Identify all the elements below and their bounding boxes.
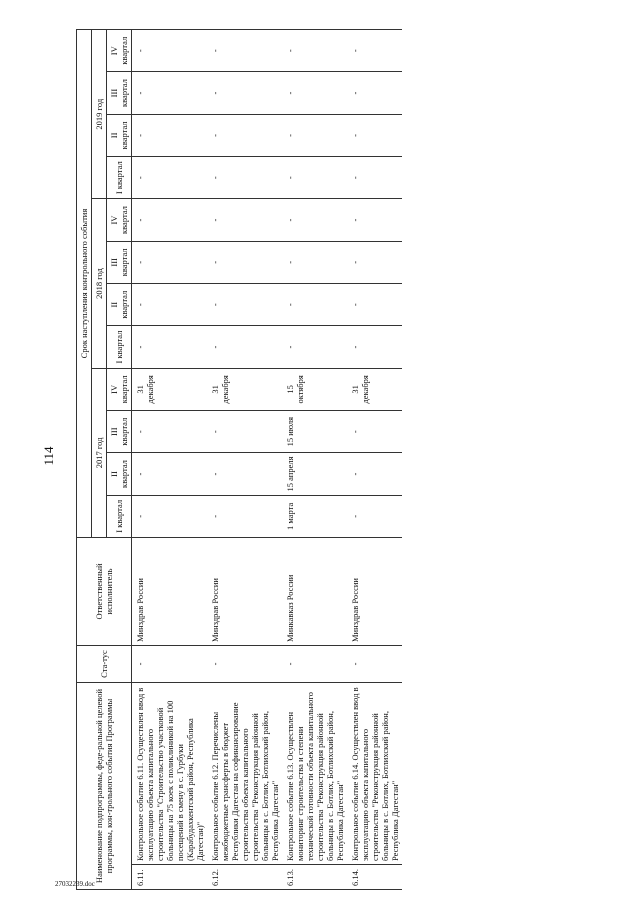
header-year-2019: 2019 год [92,30,107,199]
header-name: Наименование подпрограммы, феде-ральной целевой программы, кон-трольного события Программы [77,683,132,890]
table-row [347,30,402,890]
cell-2018-q1: - [282,326,347,368]
cell-2017-q2: - [207,453,282,495]
row-executor: Минкавказ России [282,538,347,646]
row-executor: Минздрав России [207,538,282,646]
cell-2017-q2: - [347,453,402,495]
cell-2019-q3: - [132,72,208,114]
cell-2018-q4: - [282,199,347,241]
table-row [207,30,282,890]
cell-2017-q1: - [347,495,402,537]
header-year-2018: 2018 год [92,199,107,368]
cell-2019-q1: - [207,157,282,199]
control-events-table [76,29,402,890]
row-number: 6.12. [207,865,282,890]
quarter-header: III квартал [107,72,132,114]
header-year-2017: 2017 год [92,368,107,537]
cell-2017-q1: - [207,495,282,537]
quarter-header: I квартал [107,157,132,199]
row-status: - [132,646,208,683]
cell-2019-q2: - [347,114,402,156]
header-executor: Ответственный исполнитель [77,538,132,646]
cell-2017-q3: 15 июля [282,411,347,453]
cell-2019-q1: - [132,157,208,199]
cell-2018-q1: - [347,326,402,368]
cell-2019-q4: - [347,30,402,72]
quarter-header: II квартал [107,114,132,156]
quarter-header: IV квартал [107,30,132,72]
row-number: 6.13. [282,865,347,890]
header-deadline: Срок наступления контрольного события [77,30,92,538]
cell-2018-q2: - [282,284,347,326]
cell-2018-q4: - [207,199,282,241]
cell-2018-q4: - [132,199,208,241]
row-executor: Минздрав России [132,538,208,646]
cell-2019-q4: - [282,30,347,72]
cell-2019-q2: - [132,114,208,156]
cell-2017-q3: - [347,411,402,453]
table-row [282,30,347,890]
cell-2018-q3: - [347,241,402,283]
cell-2018-q3: - [132,241,208,283]
cell-2017-q2: - [132,453,208,495]
rotated-table-wrapper [76,30,556,890]
quarter-header: IV квартал [107,368,132,410]
cell-2019-q1: - [347,157,402,199]
cell-2017-q4: 31 декабря [132,368,208,410]
cell-2017-q2: 15 апреля [282,453,347,495]
row-status: - [207,646,282,683]
cell-2018-q3: - [282,241,347,283]
header-status: Ста-тус [77,646,132,683]
quarter-header: II квартал [107,453,132,495]
row-name: Контрольное событие 6.13. Осуществлен мониторинг строительства и степени технической готовности объекта капитального строительства "Реконструкция районной больницы в с. Ботлих, Ботлихский район, Республика Дагестан" [282,683,347,865]
row-name: Контрольное событие 6.12. Перечислены межбюджетные трансферты в бюджет Республики Дагестан на софинансирование строительства объекта капитального строительства "Реконструкция районной больницы в с. Ботлих, Ботлихский район, Республика Дагестан" [207,683,282,865]
row-number: 6.14. [347,865,402,890]
quarter-header: I квартал [107,495,132,537]
quarter-header: III квартал [107,241,132,283]
cell-2017-q4: 31 декабря [207,368,282,410]
cell-2018-q3: - [207,241,282,283]
row-executor: Минздрав России [347,538,402,646]
document-footer: 27032239.doc [55,880,95,888]
quarter-header: I квартал [107,326,132,368]
cell-2017-q4: 31 декабря [347,368,402,410]
row-status: - [282,646,347,683]
quarter-header: II квартал [107,284,132,326]
cell-2017-q3: - [207,411,282,453]
cell-2017-q3: - [132,411,208,453]
cell-2017-q1: - [132,495,208,537]
row-name: Контрольное событие 6.11. Осуществлен ввод в эксплуатацию объекта капитального строительства "Строительство участковой больницы на 75 коек с поликлиникой на 100 посещений в смену в с. Гурбуки (Карабудахкентский район, Республика Дагестан)" [132,683,208,865]
cell-2019-q1: - [282,157,347,199]
quarter-header: III квартал [107,411,132,453]
quarter-header: IV квартал [107,199,132,241]
cell-2019-q3: - [207,72,282,114]
row-status: - [347,646,402,683]
page-number: 114 [41,446,56,466]
cell-2018-q2: - [132,284,208,326]
cell-2018-q1: - [132,326,208,368]
cell-2017-q1: 1 марта [282,495,347,537]
cell-2018-q1: - [207,326,282,368]
table-row [132,30,208,890]
cell-2018-q4: - [347,199,402,241]
cell-2019-q3: - [282,72,347,114]
cell-2018-q2: - [347,284,402,326]
cell-2019-q2: - [207,114,282,156]
cell-2018-q2: - [207,284,282,326]
cell-2019-q4: - [207,30,282,72]
cell-2019-q4: - [132,30,208,72]
cell-2019-q2: - [282,114,347,156]
row-name: Контрольное событие 6.14. Осуществлен ввод в эксплуатацию объекта капитального строительства "Реконструкция районной больницы в с. Ботлих, Ботлихский район, Республика Дагестан" [347,683,402,865]
row-number: 6.11. [132,865,208,890]
cell-2017-q4: 15 октября [282,368,347,410]
cell-2019-q3: - [347,72,402,114]
